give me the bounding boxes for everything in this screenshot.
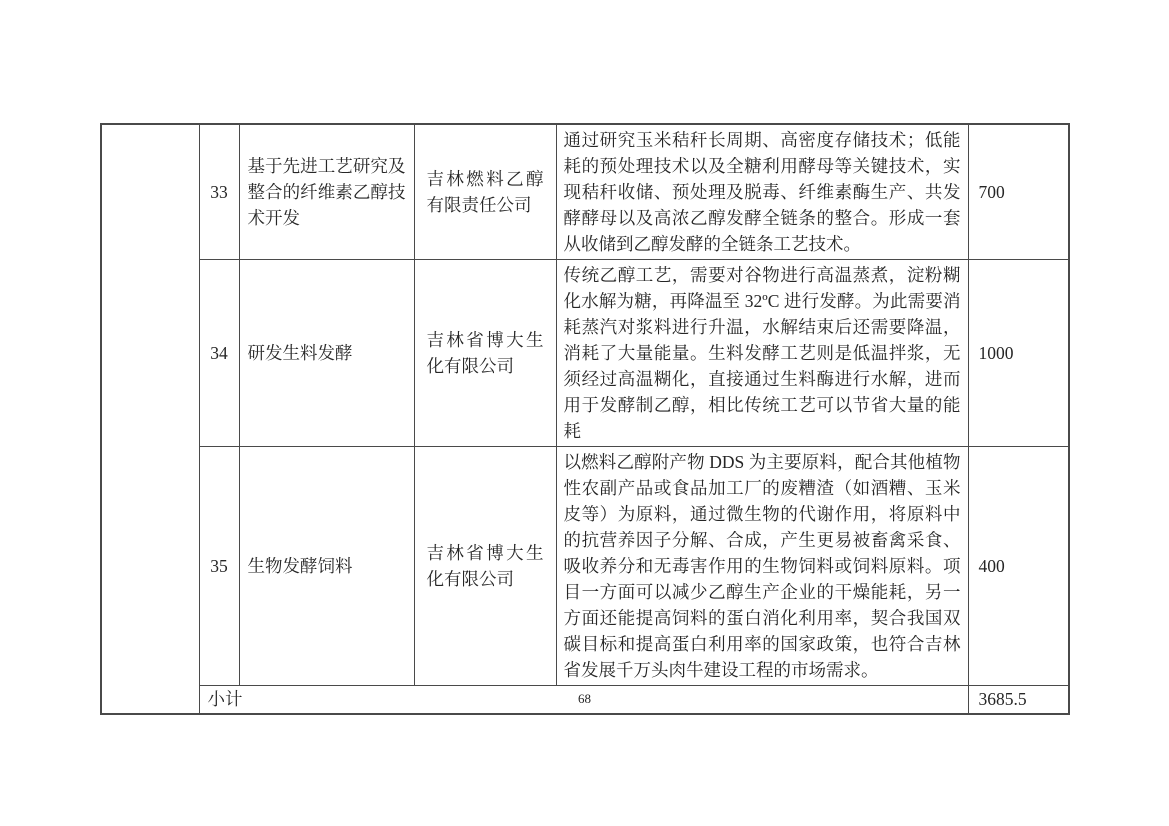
subtotal-value: 3685.5 — [968, 686, 1069, 714]
project-table — [100, 123, 1070, 715]
project-description: 通过研究玉米秸秆长周期、高密度存储技术；低能耗的预处理技术以及全糖利用酵母等关键技术，实现秸秆收储、预处理及脱毒、纤维素酶生产、共发酵酵母以及高浓乙醇发酵全链条的整合。形成一套从收储到乙醇发酵的全链条工艺技术。 — [556, 124, 968, 260]
project-description: 以燃料乙醇附产物 DDS 为主要原料，配合其他植物性农副产品或食品加工厂的废糟渣（如酒糟、玉米皮等）为原料，通过微生物的代谢作用，将原料中的抗营养因子分解、合成，产生更易被畜禽采食、吸收养分和无毒害作用的生物饲料或饲料原料。项目一方面可以减少乙醇生产企业的干燥能耗，另一方面还能提高饲料的蛋白消化利用率，契合我国双碳目标和提高蛋白利用率的国家政策，也符合吉林省发展千万头肉牛建设工程的市场需求。 — [556, 447, 968, 686]
spacer-cell — [101, 124, 199, 714]
amount-value: 400 — [968, 447, 1069, 686]
row-number: 34 — [199, 260, 239, 447]
amount-value: 700 — [968, 124, 1069, 260]
row-number: 35 — [199, 447, 239, 686]
amount-value: 1000 — [968, 260, 1069, 447]
row-number: 33 — [199, 124, 239, 260]
project-name: 研发生料发酵 — [239, 260, 414, 447]
table-row-35 — [101, 447, 1069, 686]
table-row-33 — [101, 124, 1069, 260]
table-row-34 — [101, 260, 1069, 447]
company-name: 吉林省博大生化有限公司 — [414, 260, 556, 447]
company-name: 吉林省博大生化有限公司 — [414, 447, 556, 686]
project-name: 基于先进工艺研究及整合的纤维素乙醇技术开发 — [239, 124, 414, 260]
project-description: 传统乙醇工艺，需要对谷物进行高温蒸煮，淀粉糊化水解为糖，再降温至 32ºC 进行发酵。为此需要消耗蒸汽对浆料进行升温，水解结束后还需要降温，消耗了大量能量。生料发酵工艺则是低温拌浆，无须经过高温糊化，直接通过生料酶进行水解，进而用于发酵制乙醇，相比传统工艺可以节省大量的能耗 — [556, 260, 968, 447]
company-name: 吉林燃料乙醇有限责任公司 — [414, 124, 556, 260]
project-name: 生物发酵饲料 — [239, 447, 414, 686]
page-number: 68 — [578, 691, 591, 706]
subtotal-label: 小计 — [199, 686, 968, 714]
